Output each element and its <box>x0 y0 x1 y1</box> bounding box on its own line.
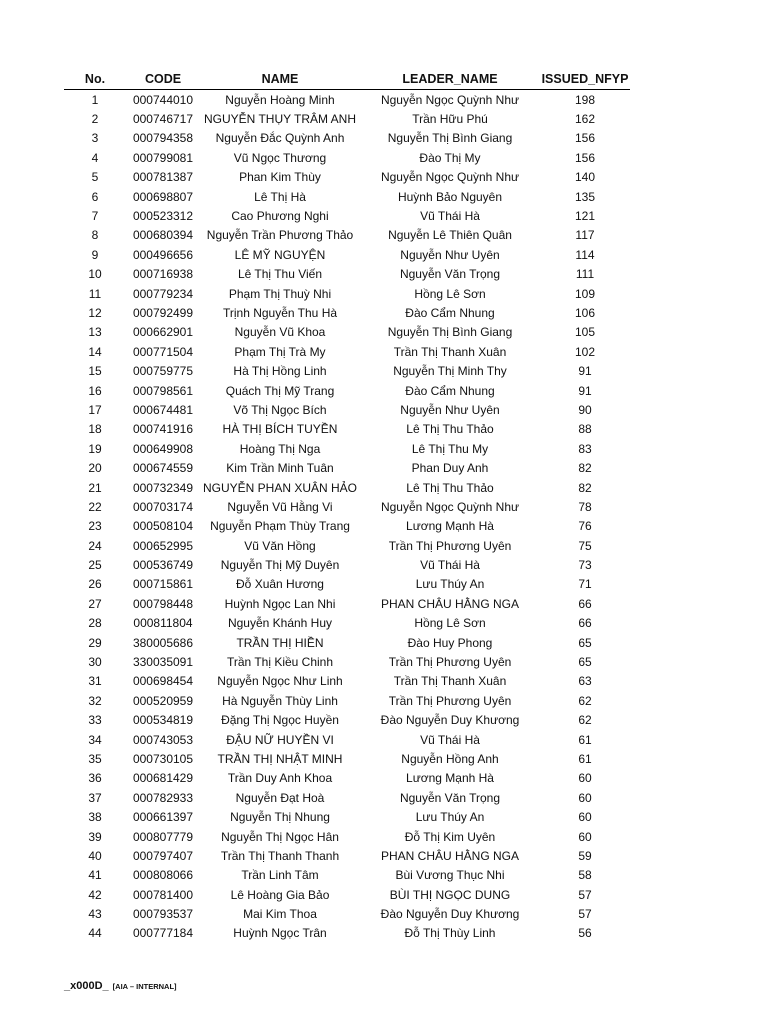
cell-issued-nfyp: 61 <box>578 732 592 747</box>
cell-issued-nfyp: 75 <box>578 538 592 553</box>
cell-name: Kim Trần Minh Tuân <box>226 461 334 476</box>
cell-leader-name: Đỗ Thị Thùy Linh <box>404 926 496 941</box>
table-row <box>64 827 630 846</box>
cell-no: 13 <box>88 325 102 340</box>
cell-name: Huỳnh Ngọc Trân <box>233 926 327 941</box>
cell-leader-name: Nguyễn Văn Trọng <box>399 790 501 805</box>
table-row <box>64 633 630 652</box>
cell-no: 4 <box>91 150 99 165</box>
cell-name: Nguyễn Thị Mỹ Duyên <box>220 558 340 573</box>
cell-issued-nfyp: 65 <box>578 635 592 650</box>
cell-leader-name: Nguyễn Thị Bình Giang <box>387 131 513 146</box>
table-row <box>64 168 630 187</box>
cell-no: 12 <box>88 305 102 320</box>
cell-no: 43 <box>88 907 102 922</box>
cell-name: Nguyễn Hoàng Minh <box>225 92 335 107</box>
cell-code: 000652995 <box>132 538 194 553</box>
table-row <box>64 206 630 225</box>
cell-code: 000811804 <box>133 616 193 631</box>
cell-leader-name: Vũ Thái Hà <box>420 732 480 747</box>
cell-name: Nguyễn Phạm Thùy Trang <box>210 519 350 534</box>
cell-leader-name: Hồng Lê Sơn <box>414 286 486 301</box>
cell-leader-name: BÙI THỊ NGỌC DUNG <box>389 887 511 902</box>
cell-code: 000798561 <box>132 383 194 398</box>
cell-no: 26 <box>88 577 102 592</box>
cell-no: 9 <box>91 247 99 262</box>
cell-code: 000781400 <box>132 887 194 902</box>
cell-code: 000792499 <box>132 305 194 320</box>
cell-code: 000680394 <box>132 228 194 243</box>
cell-code: 000662901 <box>132 325 194 340</box>
cell-name: Mai Kim Thoa <box>243 907 317 922</box>
cell-name: Nguyễn Vũ Hằng Vi <box>227 499 333 514</box>
cell-no: 29 <box>88 635 102 650</box>
cell-name: Nguyễn Đạt Hoà <box>235 790 325 805</box>
cell-no: 6 <box>91 189 99 204</box>
cell-name: Lê Thị Thu Viến <box>237 267 323 282</box>
cell-issued-nfyp: 117 <box>575 228 595 243</box>
cell-name: Phan Kim Thùy <box>239 170 321 185</box>
cell-name: NGUYỄN THỤY TRÂM ANH <box>203 112 357 127</box>
cell-name: Vũ Ngọc Thương <box>233 150 327 165</box>
table-row <box>64 478 630 497</box>
cell-leader-name: Đỗ Thị Kim Uyên <box>404 829 496 844</box>
cell-issued-nfyp: 162 <box>574 112 596 127</box>
table-row <box>64 129 630 148</box>
header-leader-name: LEADER_NAME <box>360 68 540 90</box>
cell-no: 3 <box>91 131 99 146</box>
cell-no: 15 <box>88 364 102 379</box>
cell-no: 21 <box>88 480 102 495</box>
cell-leader-name: Trần Thị Thanh Xuân <box>393 344 507 359</box>
cell-code: 000771504 <box>132 344 194 359</box>
cell-leader-name: Nguyễn Thị Minh Thy <box>393 364 507 379</box>
cell-leader-name: Trần Thị Phương Uyên <box>388 655 512 670</box>
table-header-row <box>64 68 630 90</box>
cell-leader-name: Nguyễn Hồng Anh <box>401 751 499 766</box>
cell-name: Huỳnh Ngọc Lan Nhi <box>224 596 336 611</box>
table-row <box>64 458 630 477</box>
cell-name: TRẦN THỊ HIỀN <box>236 635 324 650</box>
cell-name: Trần Thị Thanh Thanh <box>220 848 340 863</box>
cell-code: 000661397 <box>132 810 194 825</box>
cell-no: 20 <box>88 461 102 476</box>
cell-leader-name: Nguyễn Lê Thiên Quân <box>388 228 512 243</box>
cell-no: 37 <box>88 790 102 805</box>
cell-no: 5 <box>91 170 99 185</box>
cell-issued-nfyp: 156 <box>574 131 596 146</box>
cell-no: 44 <box>88 926 102 941</box>
table-row <box>64 730 630 749</box>
cell-code: 000779234 <box>132 286 194 301</box>
cell-code: 000730105 <box>132 751 194 766</box>
table-row <box>64 148 630 167</box>
cell-no: 35 <box>88 751 102 766</box>
table-row <box>64 420 630 439</box>
cell-no: 1 <box>91 92 99 107</box>
cell-name: Nguyễn Vũ Khoa <box>234 325 326 340</box>
cell-name: Nguyễn Đắc Quỳnh Anh <box>215 131 345 146</box>
table-row <box>64 866 630 885</box>
cell-issued-nfyp: 91 <box>578 364 592 379</box>
cell-leader-name: Lưu Thúy An <box>415 577 485 592</box>
cell-issued-nfyp: 109 <box>574 286 596 301</box>
cell-name: Cao Phương Nghi <box>231 209 329 224</box>
cell-code: 000741916 <box>132 422 194 437</box>
header-issued-nfyp: ISSUED_NFYP <box>540 68 630 90</box>
cell-issued-nfyp: 71 <box>578 577 592 592</box>
cell-no: 30 <box>88 655 102 670</box>
cell-leader-name: Nguyễn Thị Bình Giang <box>387 325 513 340</box>
cell-issued-nfyp: 58 <box>578 868 592 883</box>
cell-code: 000781387 <box>132 170 194 185</box>
cell-code: 000698807 <box>132 189 194 204</box>
cell-no: 40 <box>88 848 102 863</box>
cell-no: 31 <box>88 674 102 689</box>
cell-no: 10 <box>88 267 102 282</box>
cell-issued-nfyp: 88 <box>578 422 592 437</box>
table-row <box>64 807 630 826</box>
cell-leader-name: Nguyễn Ngọc Quỳnh Như <box>380 499 520 514</box>
cell-name: Lê Thị Hà <box>254 189 306 204</box>
cell-no: 22 <box>88 499 102 514</box>
cell-code: 000794358 <box>132 131 194 146</box>
cell-no: 27 <box>88 596 102 611</box>
cell-leader-name: Lương Mạnh Hà <box>406 771 494 786</box>
cell-issued-nfyp: 73 <box>578 558 592 573</box>
cell-leader-name: Trần Thị Phương Uyên <box>388 693 512 708</box>
footer-code: _x000D_ <box>64 980 109 992</box>
cell-code: 000703174 <box>132 499 194 514</box>
cell-no: 19 <box>88 441 102 456</box>
cell-name: Nguyễn Ngọc Như Linh <box>217 674 343 689</box>
cell-name: Hà Nguyễn Thùy Linh <box>222 693 338 708</box>
cell-issued-nfyp: 106 <box>574 305 596 320</box>
cell-code: 000681429 <box>132 771 194 786</box>
ranking-table-container <box>64 68 630 943</box>
cell-code: 000743053 <box>132 732 194 747</box>
table-row <box>64 711 630 730</box>
cell-leader-name: PHAN CHÂU HẰNG NGA <box>380 848 520 863</box>
cell-issued-nfyp: 63 <box>578 674 592 689</box>
table-row <box>64 284 630 303</box>
cell-name: Hà Thị Hồng Linh <box>233 364 327 379</box>
table-row <box>64 594 630 613</box>
cell-code: 000797407 <box>132 848 194 863</box>
cell-issued-nfyp: 78 <box>578 499 592 514</box>
cell-name: Quách Thị Mỹ Trang <box>225 383 335 398</box>
cell-leader-name: Trần Thị Thanh Xuân <box>393 674 507 689</box>
cell-no: 23 <box>88 519 102 534</box>
cell-no: 11 <box>88 286 102 301</box>
cell-issued-nfyp: 105 <box>574 325 596 340</box>
ranking-table <box>64 68 630 943</box>
table-row <box>64 575 630 594</box>
cell-no: 16 <box>88 383 102 398</box>
cell-code: 000777184 <box>132 926 194 941</box>
cell-code: 380005686 <box>132 635 194 650</box>
cell-leader-name: Trần Hữu Phú <box>412 112 488 127</box>
cell-leader-name: Nguyễn Như Uyên <box>400 402 500 417</box>
cell-issued-nfyp: 66 <box>578 596 592 611</box>
cell-leader-name: Lương Mạnh Hà <box>406 519 494 534</box>
cell-leader-name: Nguyễn Văn Trọng <box>399 267 501 282</box>
cell-name: Phạm Thị Trà My <box>234 344 326 359</box>
cell-issued-nfyp: 76 <box>578 519 592 534</box>
cell-no: 14 <box>88 344 102 359</box>
table-row <box>64 226 630 245</box>
cell-no: 42 <box>88 887 102 902</box>
cell-leader-name: Đào Cẩm Nhung <box>405 305 495 320</box>
table-row <box>64 245 630 264</box>
cell-code: 000698454 <box>132 674 194 689</box>
cell-name: ĐẬU NỮ HUYỀN VI <box>226 732 334 747</box>
cell-code: 000523312 <box>132 209 194 224</box>
cell-name: Nguyễn Thị Ngọc Hân <box>221 829 339 844</box>
table-row <box>64 265 630 284</box>
cell-issued-nfyp: 61 <box>578 751 592 766</box>
cell-leader-name: Lê Thị Thu Thảo <box>406 480 494 495</box>
cell-leader-name: Nguyễn Ngọc Quỳnh Như <box>380 92 520 107</box>
cell-code: 000534819 <box>132 713 194 728</box>
cell-code: 000759775 <box>132 364 194 379</box>
cell-no: 41 <box>88 868 102 883</box>
cell-issued-nfyp: 59 <box>578 848 592 863</box>
cell-no: 8 <box>91 228 99 243</box>
table-row <box>64 90 630 110</box>
cell-issued-nfyp: 66 <box>578 616 592 631</box>
table-row <box>64 361 630 380</box>
cell-code: 000799081 <box>132 150 194 165</box>
cell-leader-name: Phan Duy Anh <box>411 461 489 476</box>
cell-leader-name: Nguyễn Ngọc Quỳnh Như <box>380 170 520 185</box>
cell-code: 000508104 <box>132 519 194 534</box>
cell-issued-nfyp: 90 <box>578 402 592 417</box>
cell-name: Phạm Thị Thuỳ Nhi <box>228 286 332 301</box>
cell-leader-name: Đào Nguyễn Duy Khương <box>380 907 520 922</box>
cell-leader-name: Trần Thị Phương Uyên <box>388 538 512 553</box>
table-row <box>64 342 630 361</box>
cell-leader-name: Hồng Lê Sơn <box>414 616 486 631</box>
cell-code: 000744010 <box>132 92 194 107</box>
cell-code: 000798448 <box>132 596 194 611</box>
header-no: No. <box>64 68 126 90</box>
cell-issued-nfyp: 65 <box>578 655 592 670</box>
table-row <box>64 885 630 904</box>
cell-name: Trần Duy Anh Khoa <box>227 771 333 786</box>
table-row <box>64 187 630 206</box>
table-row <box>64 536 630 555</box>
cell-code: 000715861 <box>132 577 194 592</box>
cell-issued-nfyp: 121 <box>574 209 596 224</box>
cell-name: Hoàng Thị Nga <box>239 441 321 456</box>
cell-name: Trần Linh Tâm <box>241 868 319 883</box>
cell-name: Vũ Văn Hồng <box>244 538 316 553</box>
cell-code: 000808066 <box>132 868 194 883</box>
cell-code: 000496656 <box>132 247 194 262</box>
table-row <box>64 846 630 865</box>
cell-no: 34 <box>88 732 102 747</box>
header-name: NAME <box>200 68 360 90</box>
cell-code: 000807779 <box>132 829 194 844</box>
cell-code: 000674481 <box>132 402 194 417</box>
cell-issued-nfyp: 198 <box>574 92 596 107</box>
table-row <box>64 400 630 419</box>
table-row <box>64 381 630 400</box>
cell-code: 000649908 <box>132 441 194 456</box>
cell-issued-nfyp: 111 <box>575 267 595 282</box>
cell-code: 000793537 <box>132 907 194 922</box>
cell-leader-name: Nguyễn Như Uyên <box>400 247 500 262</box>
cell-code: 000716938 <box>132 267 194 282</box>
cell-issued-nfyp: 56 <box>578 926 592 941</box>
cell-code: 330035091 <box>132 655 194 670</box>
cell-leader-name: Đào Cẩm Nhung <box>405 383 495 398</box>
cell-issued-nfyp: 114 <box>575 247 595 262</box>
cell-no: 39 <box>88 829 102 844</box>
footer-classification: [AIA – INTERNAL] <box>112 982 177 991</box>
cell-leader-name: Vũ Thái Hà <box>420 209 480 224</box>
cell-issued-nfyp: 91 <box>578 383 592 398</box>
cell-issued-nfyp: 82 <box>578 461 592 476</box>
cell-issued-nfyp: 60 <box>578 771 592 786</box>
cell-no: 33 <box>88 713 102 728</box>
cell-name: TRẦN THỊ NHẬT MINH <box>217 751 343 766</box>
cell-leader-name: Bùi Vương Thục Nhi <box>395 868 505 883</box>
cell-no: 24 <box>88 538 102 553</box>
cell-leader-name: Huỳnh Bảo Nguyên <box>397 189 503 204</box>
cell-leader-name: Lưu Thúy An <box>415 810 485 825</box>
cell-issued-nfyp: 62 <box>578 693 592 708</box>
table-row <box>64 517 630 536</box>
cell-code: 000732349 <box>132 480 194 495</box>
cell-code: 000536749 <box>132 558 194 573</box>
cell-name: Nguyễn Khánh Huy <box>227 616 333 631</box>
cell-issued-nfyp: 60 <box>578 810 592 825</box>
cell-no: 18 <box>88 422 102 437</box>
cell-name: HÀ THỊ BÍCH TUYỀN <box>222 422 338 437</box>
cell-no: 7 <box>91 209 99 224</box>
cell-issued-nfyp: 140 <box>574 170 596 185</box>
cell-no: 32 <box>88 693 102 708</box>
cell-name: Võ Thị Ngọc Bích <box>233 402 327 417</box>
table-row <box>64 749 630 768</box>
cell-no: 36 <box>88 771 102 786</box>
table-row <box>64 323 630 342</box>
cell-code: 000674559 <box>132 461 194 476</box>
cell-no: 2 <box>91 112 99 127</box>
cell-issued-nfyp: 135 <box>574 189 596 204</box>
table-row <box>64 691 630 710</box>
table-row <box>64 497 630 516</box>
cell-issued-nfyp: 83 <box>578 441 592 456</box>
cell-no: 17 <box>88 402 102 417</box>
cell-name: Nguyễn Thị Nhung <box>230 810 330 825</box>
cell-issued-nfyp: 102 <box>574 344 596 359</box>
cell-name: Trần Thị Kiều Chinh <box>226 655 334 670</box>
cell-issued-nfyp: 82 <box>578 480 592 495</box>
cell-issued-nfyp: 156 <box>574 150 596 165</box>
table-row <box>64 555 630 574</box>
cell-leader-name: Đào Huy Phong <box>407 635 493 650</box>
cell-leader-name: Đào Nguyễn Duy Khương <box>380 713 520 728</box>
cell-leader-name: Lê Thị Thu Thảo <box>406 422 494 437</box>
cell-issued-nfyp: 62 <box>578 713 592 728</box>
cell-name: Đặng Thị Ngọc Huyền <box>221 713 339 728</box>
table-row <box>64 303 630 322</box>
table-row <box>64 439 630 458</box>
table-row <box>64 109 630 128</box>
cell-leader-name: Lê Thị Thu My <box>411 441 489 456</box>
table-row <box>64 924 630 943</box>
header-code: CODE <box>126 68 200 90</box>
cell-name: Nguyễn Trần Phương Thảo <box>206 228 354 243</box>
cell-name: NGUYỄN PHAN XUÂN HẢO <box>202 480 358 495</box>
cell-code: 000746717 <box>132 112 194 127</box>
cell-name: Trịnh Nguyễn Thu Hà <box>222 305 338 320</box>
cell-name: Đỗ Xuân Hương <box>236 577 324 592</box>
cell-code: 000782933 <box>132 790 194 805</box>
cell-name: LÊ MỸ NGUYỆN <box>234 247 326 262</box>
cell-issued-nfyp: 57 <box>578 887 592 902</box>
table-row <box>64 672 630 691</box>
table-body <box>64 90 630 944</box>
table-row <box>64 614 630 633</box>
table-row <box>64 769 630 788</box>
cell-no: 25 <box>88 558 102 573</box>
table-row <box>64 904 630 923</box>
cell-issued-nfyp: 60 <box>578 790 592 805</box>
cell-leader-name: Đào Thị My <box>419 150 481 165</box>
cell-code: 000520959 <box>132 693 194 708</box>
cell-name: Lê Hoàng Gia Bảo <box>230 887 330 902</box>
cell-issued-nfyp: 60 <box>578 829 592 844</box>
table-row <box>64 788 630 807</box>
table-row <box>64 652 630 671</box>
cell-leader-name: Vũ Thái Hà <box>420 558 480 573</box>
cell-no: 38 <box>88 810 102 825</box>
cell-leader-name: PHAN CHÂU HẰNG NGA <box>380 596 520 611</box>
cell-issued-nfyp: 57 <box>578 907 592 922</box>
page-footer <box>64 980 177 992</box>
cell-no: 28 <box>88 616 102 631</box>
